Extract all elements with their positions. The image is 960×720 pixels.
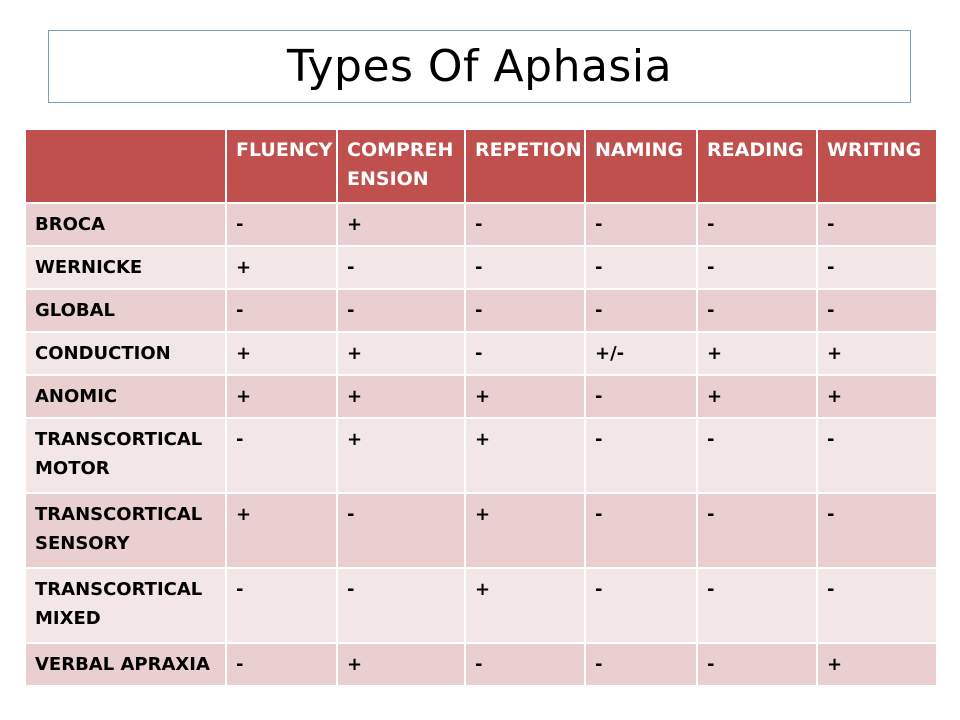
- table-cell: +: [817, 332, 937, 375]
- table-cell: -: [697, 643, 817, 686]
- table-cell: -: [226, 643, 337, 686]
- table-cell: -: [337, 493, 465, 568]
- table-cell: +: [226, 493, 337, 568]
- table-row: [25, 493, 937, 568]
- row-label: ANOMIC: [25, 375, 226, 418]
- table-cell: -: [817, 246, 937, 289]
- table-cell: -: [697, 203, 817, 246]
- table-cell: +: [817, 375, 937, 418]
- table-cell: -: [585, 246, 697, 289]
- table-cell: +: [465, 568, 585, 643]
- table-cell: +: [697, 332, 817, 375]
- table-cell: +: [226, 375, 337, 418]
- table-row: [25, 289, 937, 332]
- header-row: [25, 129, 937, 203]
- table-row: [25, 375, 937, 418]
- table-cell: -: [337, 568, 465, 643]
- row-label: CONDUCTION: [25, 332, 226, 375]
- column-header: [25, 129, 226, 203]
- table-cell: -: [465, 246, 585, 289]
- table-cell: -: [337, 246, 465, 289]
- table-cell: -: [817, 418, 937, 493]
- table-cell: -: [585, 375, 697, 418]
- table-cell: +: [465, 493, 585, 568]
- table-cell: +/-: [585, 332, 697, 375]
- table-cell: -: [817, 203, 937, 246]
- table-cell: -: [585, 289, 697, 332]
- table-row: [25, 332, 937, 375]
- column-header: READING: [697, 129, 817, 203]
- table-cell: -: [585, 203, 697, 246]
- row-label: VERBAL APRAXIA: [25, 643, 226, 686]
- table-cell: -: [585, 643, 697, 686]
- aphasia-table: [24, 128, 938, 687]
- table-cell: -: [585, 418, 697, 493]
- title-box: [48, 30, 911, 103]
- table-cell: -: [585, 493, 697, 568]
- row-label: TRANSCORTICAL MIXED: [25, 568, 226, 643]
- table-cell: -: [465, 203, 585, 246]
- table-cell: -: [337, 289, 465, 332]
- table-row: [25, 246, 937, 289]
- table-cell: +: [337, 418, 465, 493]
- table-cell: -: [585, 568, 697, 643]
- page-title: Types Of Aphasia: [286, 41, 673, 92]
- row-label: BROCA: [25, 203, 226, 246]
- table-cell: -: [226, 568, 337, 643]
- table-cell: -: [226, 203, 337, 246]
- table-cell: +: [226, 246, 337, 289]
- column-header: NAMING: [585, 129, 697, 203]
- column-header: COMPREH ENSION: [337, 129, 465, 203]
- row-label: TRANSCORTICAL MOTOR: [25, 418, 226, 493]
- table-cell: +: [817, 643, 937, 686]
- table-cell: +: [226, 332, 337, 375]
- table-cell: -: [226, 418, 337, 493]
- table-cell: -: [465, 289, 585, 332]
- table-cell: +: [465, 418, 585, 493]
- table-cell: -: [697, 289, 817, 332]
- table-row: [25, 643, 937, 686]
- row-label: TRANSCORTICAL SENSORY: [25, 493, 226, 568]
- table-cell: -: [465, 332, 585, 375]
- table-row: [25, 418, 937, 493]
- table-cell: -: [697, 418, 817, 493]
- table-cell: -: [817, 289, 937, 332]
- table-cell: +: [337, 203, 465, 246]
- column-header: WRITING: [817, 129, 937, 203]
- table-cell: +: [337, 643, 465, 686]
- table-cell: -: [817, 568, 937, 643]
- table-cell: -: [465, 643, 585, 686]
- table-cell: -: [817, 493, 937, 568]
- table-row: [25, 568, 937, 643]
- table-cell: -: [226, 289, 337, 332]
- table-cell: +: [697, 375, 817, 418]
- row-label: GLOBAL: [25, 289, 226, 332]
- table-cell: -: [697, 568, 817, 643]
- table-cell: +: [337, 332, 465, 375]
- table-cell: -: [697, 493, 817, 568]
- column-header: FLUENCY: [226, 129, 337, 203]
- column-header: REPETION: [465, 129, 585, 203]
- table-cell: -: [697, 246, 817, 289]
- table-cell: +: [465, 375, 585, 418]
- table-row: [25, 203, 937, 246]
- table-cell: +: [337, 375, 465, 418]
- row-label: WERNICKE: [25, 246, 226, 289]
